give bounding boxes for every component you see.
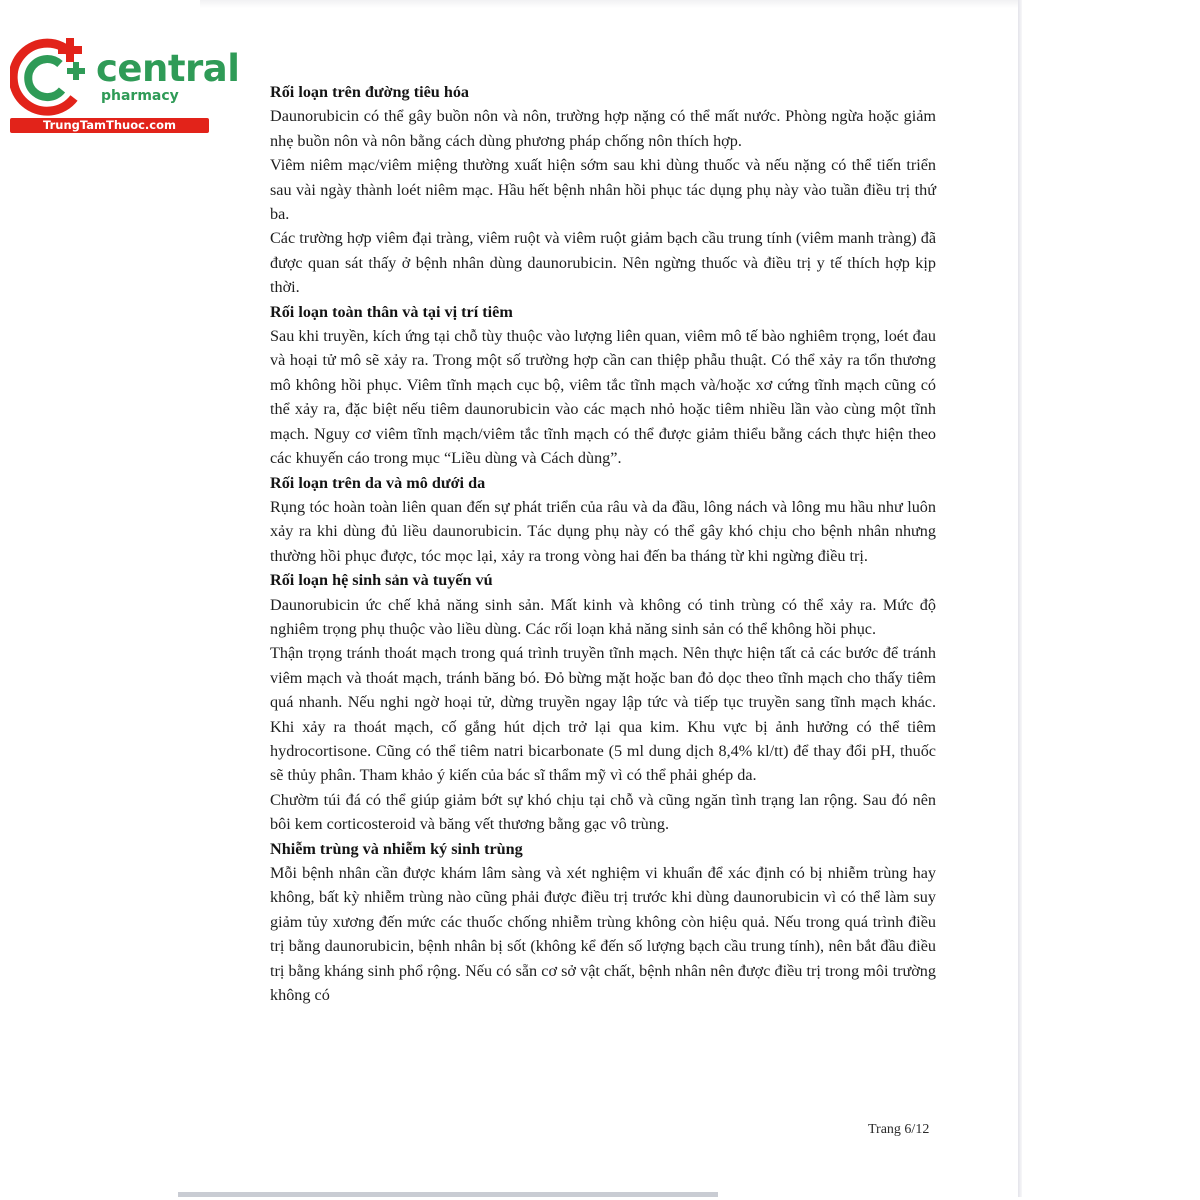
page-number: Trang 6/12 (868, 1122, 930, 1137)
document-body (270, 80, 936, 1007)
paragraph: Daunorubicin có thể gây buồn nôn và nôn, trường hợp nặng có thể mất nước. Phòng ngừa hoặc giảm nhẹ buồn nôn và nôn bằng cách dùng phương pháp chống nôn thích hợp. (270, 107, 936, 150)
paragraph: Mỗi bệnh nhân cần được khám lâm sàng và xét nghiệm vi khuẩn để xác định có bị nhiễm trùng hay không, bất kỳ nhiễm trùng nào cũng phải được điều trị trước khi dùng daunorubicin vì có thể làm suy giảm tủy xương đến mức các thuốc chống nhiễm trùng không còn hiệu quả. Nếu trong quá trình điều trị bằng daunorubicin, bệnh nhân bị sốt (không kể đến số lượng bạch cầu trung tính), nên bắt đầu điều trị bằng kháng sinh phổ rộng. Nếu có sẵn cơ sở vật chất, bệnh nhân nên được điều trị trong môi trường không có (270, 864, 936, 1005)
paragraph: Daunorubicin ức chế khả năng sinh sản. Mất kinh và không có tinh trùng có thể xảy ra. Mức độ nghiêm trọng phụ thuộc vào liều dùng. Các rối loạn khả năng sinh sản có thể không hồi phục. (270, 595, 936, 638)
logo-subtitle: pharmacy (101, 88, 179, 104)
section-heading: Rối loạn trên đường tiêu hóa (270, 83, 470, 101)
section-heading: Rối loạn hệ sinh sản và tuyến vú (270, 571, 493, 590)
section-heading: Rối loạn trên da và mô dưới da (270, 473, 486, 492)
paragraph: Chườm túi đá có thể giúp giảm bớt sự khó chịu tại chỗ và cũng ngăn tình trạng lan rộng. Sau đó nên bôi kem corticosteroid và băng vết thương bằng gạc vô trùng. (270, 790, 936, 834)
paragraph: Rụng tóc hoàn toàn liên quan đến sự phát triển của râu và da đầu, lông nách và lông mu hầu như luôn xảy ra khi dùng đủ liều daunorubicin. Tác dụng phụ này có thể gây khó chịu cho bệnh nhân nhưng thường hồi phục được, tóc mọc lại, xảy ra trong vòng hai đến ba tháng từ khi ngừng điều trị. (270, 497, 936, 565)
page-top-shadow (200, 0, 1018, 8)
page-right-edge (1018, 0, 1022, 1197)
section-heading: Rối loạn toàn thân và tại vị trí tiêm (270, 302, 513, 321)
page-bottom-edge (178, 1192, 718, 1197)
paragraph: Các trường hợp viêm đại tràng, viêm ruột và viêm ruột giảm bạch cầu trung tính (viêm manh tràng) đã được quan sát thấy ở bệnh nhân dùng daunorubicin. Nên ngừng thuốc và điều trị y tế thích hợp kịp thời. (270, 229, 936, 297)
paragraph: Sau khi truyền, kích ứng tại chỗ tùy thuộc vào lượng liên quan, viêm mô tế bào nghiêm trọng, loét đau và hoại tử mô sẽ xảy ra. Trong một số trường hợp cần can thiệp phẫu thuật. Có thể xảy ra tổn thương mô không hồi phục. Viêm tĩnh mạch cục bộ, viêm tắc tĩnh mạch và/hoặc xơ cứng tĩnh mạch cũng có thể xảy ra, đặc biệt nếu tiêm daunorubicin vào các mạch nhỏ hoặc tiêm nhiều lần vào cùng một tĩnh mạch. Nguy cơ viêm tĩnh mạch/viêm tắc tĩnh mạch có thể được giảm thiểu bằng cách thực hiện theo các khuyến cáo trong mục “Liều dùng và Cách dùng”. (270, 327, 936, 468)
logo-brand-name: central (96, 47, 240, 90)
pharmacy-cross-icon (10, 38, 92, 116)
central-pharmacy-logo[interactable] (10, 38, 240, 138)
paragraph: Viêm niêm mạc/viêm miệng thường xuất hiện sớm sau khi dùng thuốc và nếu nặng có thể tiến triển sau vài ngày thành loét niêm mạc. Hầu hết bệnh nhân hồi phục tác dụng phụ này vào tuần điều trị thứ ba. (270, 156, 936, 224)
logo-website-banner[interactable]: TrungTamThuoc.com (10, 118, 209, 133)
paragraph: Thận trọng tránh thoát mạch trong quá trình truyền tĩnh mạch. Nên thực hiện tất cả các bước để tránh viêm mạch và thoát mạch, tránh băng bó. Đỏ bừng mặt hoặc ban đỏ dọc theo tĩnh mạch cho thấy tiêm quá nhanh. Nếu nghi ngờ hoại tử, dừng truyền ngay lập tức và tiếp tục truyền sang tĩnh mạch khác. Khi xảy ra thoát mạch, cố gắng hút dịch trở lại qua kim. Khu vực bị ảnh hưởng có thể tiêm hydrocortisone. Cũng có thể tiêm natri bicarbonate (5 ml dung dịch 8,4% kl/tt) để thay đổi pH, thuốc sẽ thủy phân. Tham khảo ý kiến của bác sĩ thẩm mỹ vì có thể phải ghép da. (270, 644, 936, 785)
section-heading: Nhiễm trùng và nhiễm ký sinh trùng (270, 839, 523, 858)
